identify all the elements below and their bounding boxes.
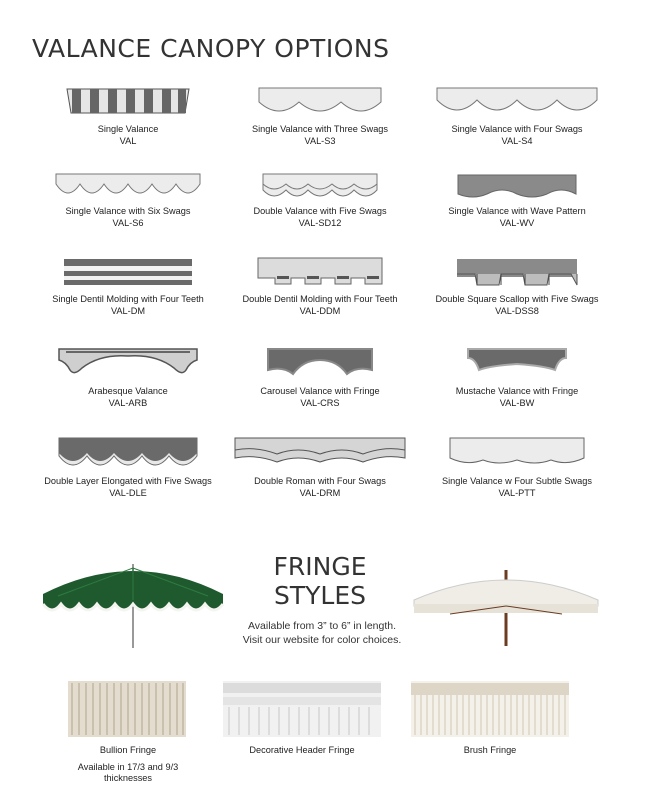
- valance-code: VAL-PTT: [498, 487, 536, 498]
- valance-option: [220, 172, 420, 229]
- four-subtle-swags-illustration: [447, 436, 587, 470]
- fringe-style-caption: [222, 745, 382, 757]
- fringe-heading-line-1: FRINGE: [273, 552, 367, 581]
- valance-name: Arabesque Valance: [88, 386, 168, 396]
- valance-name: Single Valance with Six Swags: [65, 206, 191, 216]
- valance-name: Single Valance with Wave Pattern: [448, 206, 586, 216]
- valance-code: VAL-S4: [501, 135, 533, 146]
- single-valance-illustration: [63, 86, 193, 116]
- double-roman-illustration: [232, 436, 408, 470]
- valance-name: Single Valance with Four Swags: [451, 124, 583, 134]
- valance-option: [417, 86, 617, 147]
- double-dentil-illustration: [255, 256, 385, 288]
- valance-option: [220, 86, 420, 147]
- double-five-swags-illustration: [260, 172, 380, 200]
- fringe-style-name: Brush Fringe: [463, 745, 517, 755]
- valance-code: VAL-S6: [112, 217, 144, 228]
- wave-pattern-illustration: [455, 172, 579, 200]
- valance-name: Double Square Scallop with Five Swags: [435, 294, 599, 304]
- valance-option: [417, 172, 617, 229]
- valance-name: Single Valance w Four Subtle Swags: [442, 476, 592, 486]
- valance-name: Single Valance with Three Swags: [251, 124, 389, 134]
- carousel-illustration: [265, 346, 375, 378]
- valance-option: [220, 436, 420, 499]
- fringe-availability-note: [212, 619, 432, 647]
- fringe-heading-line-2: STYLES: [273, 581, 366, 610]
- page-title: VALANCE CANOPY OPTIONS: [32, 34, 390, 63]
- valance-option: [220, 346, 420, 409]
- valance-name: Double Layer Elongated with Five Swags: [44, 476, 212, 486]
- fringe-style-caption: [420, 745, 560, 757]
- four-swags-illustration: [433, 86, 601, 116]
- valance-code: VAL-WV: [499, 217, 535, 228]
- valance-code: VAL-DLE: [109, 487, 147, 498]
- valance-code: VAL-DSS8: [495, 305, 539, 316]
- double-square-scallop-illustration: [454, 256, 580, 288]
- double-layer-elongated-illustration: [56, 436, 200, 470]
- valance-code: VAL-ARB: [108, 397, 148, 408]
- valance-option: [28, 436, 228, 499]
- three-swags-illustration: [255, 86, 385, 116]
- fringe-style-name: Bullion Fringe: [99, 745, 157, 755]
- valance-name: Double Roman with Four Swags: [254, 476, 386, 486]
- fringe-note-line-1: Available from 3” to 6” in length.: [247, 620, 397, 632]
- valance-option: [28, 346, 228, 409]
- brush-fringe-swatch: [411, 681, 569, 737]
- fringe-style-name: Decorative Header Fringe: [249, 745, 355, 755]
- arabesque-illustration: [56, 346, 200, 378]
- white-umbrella-image: [410, 560, 602, 646]
- single-dentil-illustration: [61, 256, 195, 288]
- valance-code: VAL-CRS: [300, 397, 340, 408]
- valance-option: [220, 256, 420, 317]
- bullion-fringe-swatch: [68, 681, 186, 737]
- valance-code: VAL: [119, 135, 137, 146]
- valance-name: Double Dentil Molding with Four Teeth: [242, 294, 398, 304]
- valance-name: Single Valance: [97, 124, 159, 134]
- valance-code: VAL-S3: [304, 135, 336, 146]
- valance-option: [28, 172, 228, 229]
- valance-code: VAL-DRM: [299, 487, 341, 498]
- decorative-header-fringe-swatch: [223, 681, 381, 737]
- six-swags-illustration: [53, 172, 203, 200]
- mustache-illustration: [465, 346, 569, 378]
- valance-option: [417, 436, 617, 499]
- valance-name: Mustache Valance with Fringe: [455, 386, 579, 396]
- valance-option: [28, 256, 228, 317]
- green-umbrella-image: [38, 556, 228, 648]
- valance-option: [417, 256, 617, 317]
- valance-name: Carousel Valance with Fringe: [260, 386, 380, 396]
- valance-option: [28, 86, 228, 147]
- valance-code: VAL-DM: [110, 305, 146, 316]
- valance-code: VAL-BW: [499, 397, 535, 408]
- valance-code: VAL-SD12: [298, 217, 342, 228]
- valance-name: Single Dentil Molding with Four Teeth: [52, 294, 204, 304]
- valance-name: Double Valance with Five Swags: [253, 206, 387, 216]
- fringe-note-line-2: Visit our website for color choices.: [242, 634, 402, 646]
- fringe-style-caption: [58, 745, 198, 785]
- valance-code: VAL-DDM: [299, 305, 341, 316]
- valance-option: [417, 346, 617, 409]
- fringe-style-note: Available in 17/3 and 9/3 thicknesses: [77, 761, 179, 783]
- fringe-styles-heading: [240, 552, 400, 610]
